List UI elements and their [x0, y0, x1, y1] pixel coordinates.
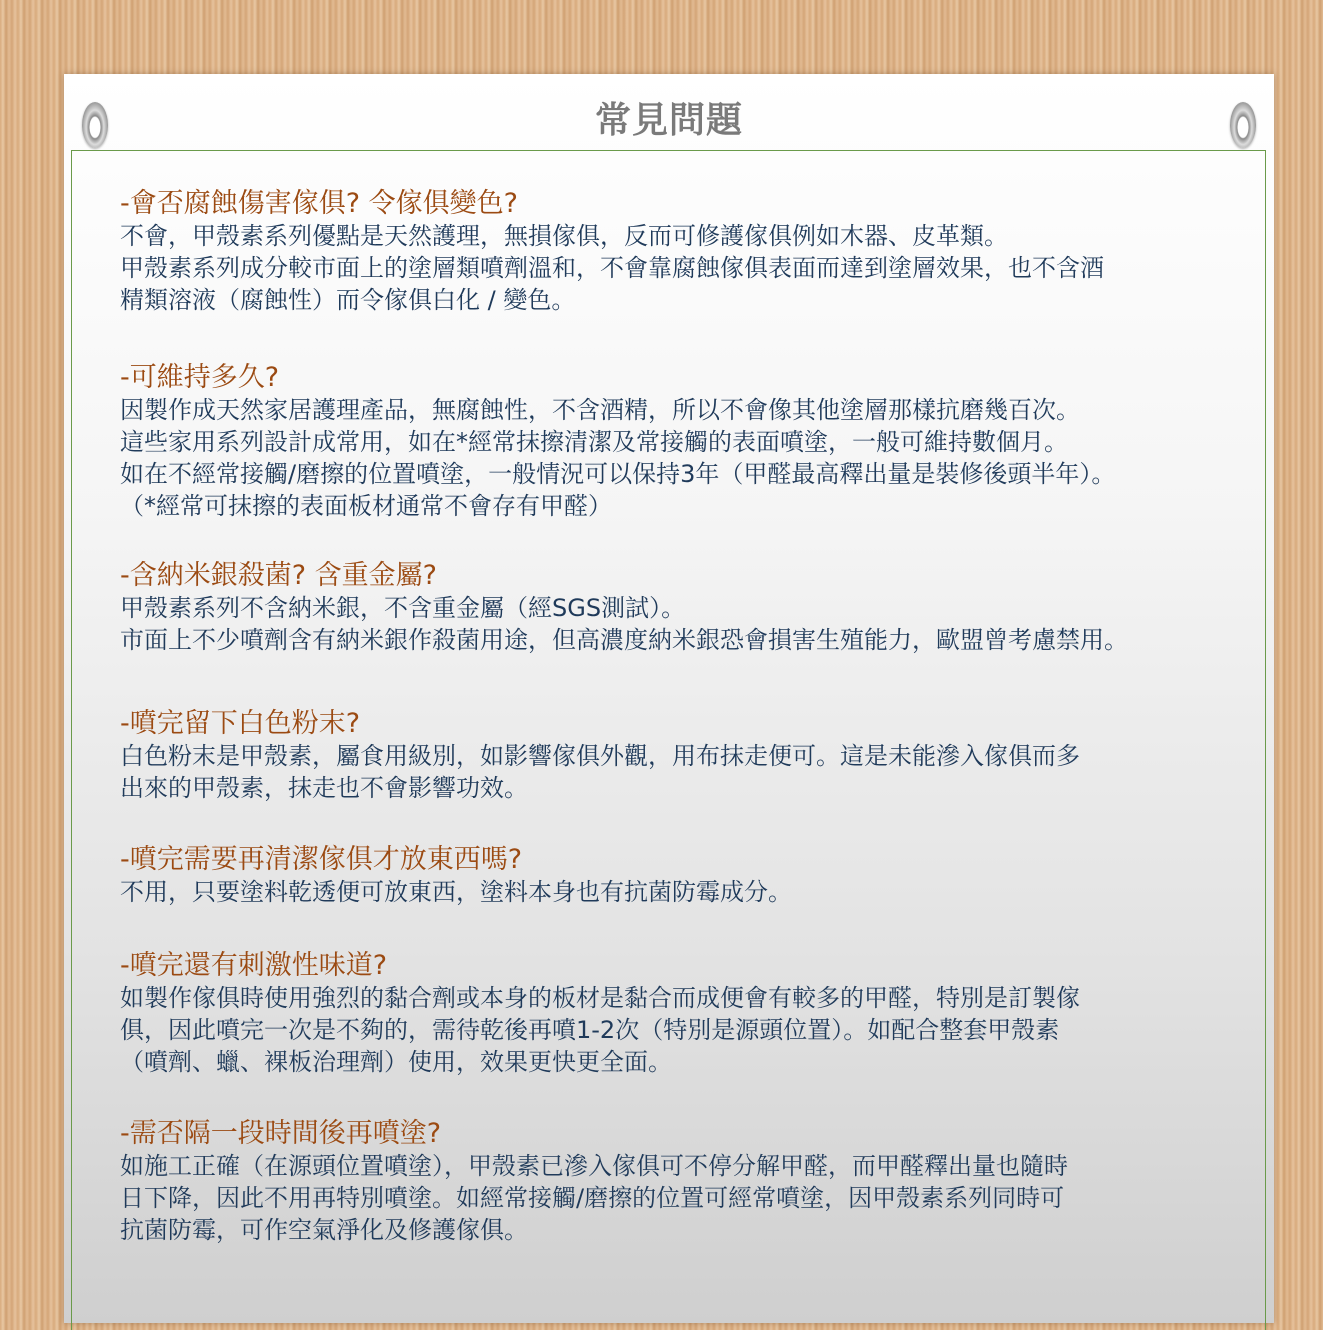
faq-item-odor	[120, 949, 1250, 1078]
faq-question: -噴完還有刺激性味道?	[120, 950, 388, 981]
page-title: 常見問題	[594, 100, 743, 141]
faq-question: -會否腐蝕傷害傢俱? 令傢俱變色?	[120, 188, 518, 219]
faq-answer-line: 出來的甲殼素，抹走也不會影響功效。	[120, 774, 528, 802]
faq-item-clean-after	[120, 843, 1250, 908]
faq-question: -需否隔一段時間後再噴塗?	[120, 1118, 442, 1149]
faq-answer-line: 俱，因此噴完一次是不夠的，需待乾後再噴1-2次（特別是源頭位置）。如配合整套甲殼素	[120, 1016, 1060, 1044]
faq-answer-line: （*經常可抹擦的表面板材通常不會存有甲醛）	[120, 492, 612, 520]
faq-answer-line: 這些家用系列設計成常用，如在*經常抹擦清潔及常接觸的表面噴塗，一般可維持數個月。	[120, 428, 1068, 456]
faq-answer-line: 甲殼素系列成分較市面上的塗層類噴劑溫和，不會靠腐蝕傢俱表面而達到塗層效果，也不含酒	[120, 254, 1104, 282]
faq-answer-line: 如施工正確（在源頭位置噴塗），甲殼素已滲入傢俱可不停分解甲醛，而甲醛釋出量也隨時	[120, 1152, 1068, 1180]
faq-answer-line: 精類溶液（腐蝕性）而令傢俱白化 / 變色。	[120, 286, 576, 314]
faq-question: -噴完留下白色粉末?	[120, 708, 361, 739]
faq-answer-line: 不會，甲殼素系列優點是天然護理，無損傢俱，反而可修護傢俱例如木器、皮革類。	[120, 222, 1008, 250]
faq-item-duration	[120, 361, 1250, 522]
faq-question: -噴完需要再清潔傢俱才放東西嗎?	[120, 844, 523, 875]
faq-answer-line: （噴劑、蠟、裸板治理劑）使用，效果更快更全面。	[120, 1048, 672, 1076]
faq-answer-line: 因製作成天然家居護理產品，無腐蝕性，不含酒精，所以不會像其他塗層那樣抗磨幾百次。	[120, 396, 1080, 424]
faq-answer-line: 市面上不少噴劑含有納米銀作殺菌用途，但高濃度納米銀恐會損害生殖能力，歐盟曾考慮禁用。	[120, 626, 1128, 654]
faq-item-corrosion	[120, 187, 1250, 316]
faq-item-white-powder	[120, 707, 1250, 804]
faq-question: -含納米銀殺菌? 含重金屬?	[120, 560, 437, 591]
faq-question: -可維持多久?	[120, 362, 280, 393]
faq-answer-line: 如製作傢俱時使用強烈的黏合劑或本身的板材是黏合而成便會有較多的甲醛，特別是訂製傢	[120, 984, 1080, 1012]
faq-answer-line: 白色粉末是甲殼素，屬食用級別，如影響傢俱外觀，用布抹走便可。這是未能滲入傢俱而多	[120, 742, 1080, 770]
faq-answer-line: 甲殼素系列不含納米銀，不含重金屬（經SGS測試）。	[120, 594, 686, 622]
faq-board	[64, 74, 1274, 1323]
faq-panel	[71, 150, 1266, 1330]
faq-answer-line: 抗菌防霉，可作空氣淨化及修護傢俱。	[120, 1216, 528, 1244]
faq-answer-line: 不用，只要塗料乾透便可放東西，塗料本身也有抗菌防霉成分。	[120, 878, 792, 906]
faq-answer-line: 如在不經常接觸/磨擦的位置噴塗，一般情況可以保持3年（甲醛最高釋出量是裝修後頭半年）。	[120, 460, 1116, 488]
faq-item-respray	[120, 1117, 1250, 1246]
faq-item-nanosilver	[120, 559, 1250, 656]
faq-answer-line: 日下降，因此不用再特別噴塗。如經常接觸/磨擦的位置可經常噴塗，因甲殼素系列同時可	[120, 1184, 1065, 1212]
